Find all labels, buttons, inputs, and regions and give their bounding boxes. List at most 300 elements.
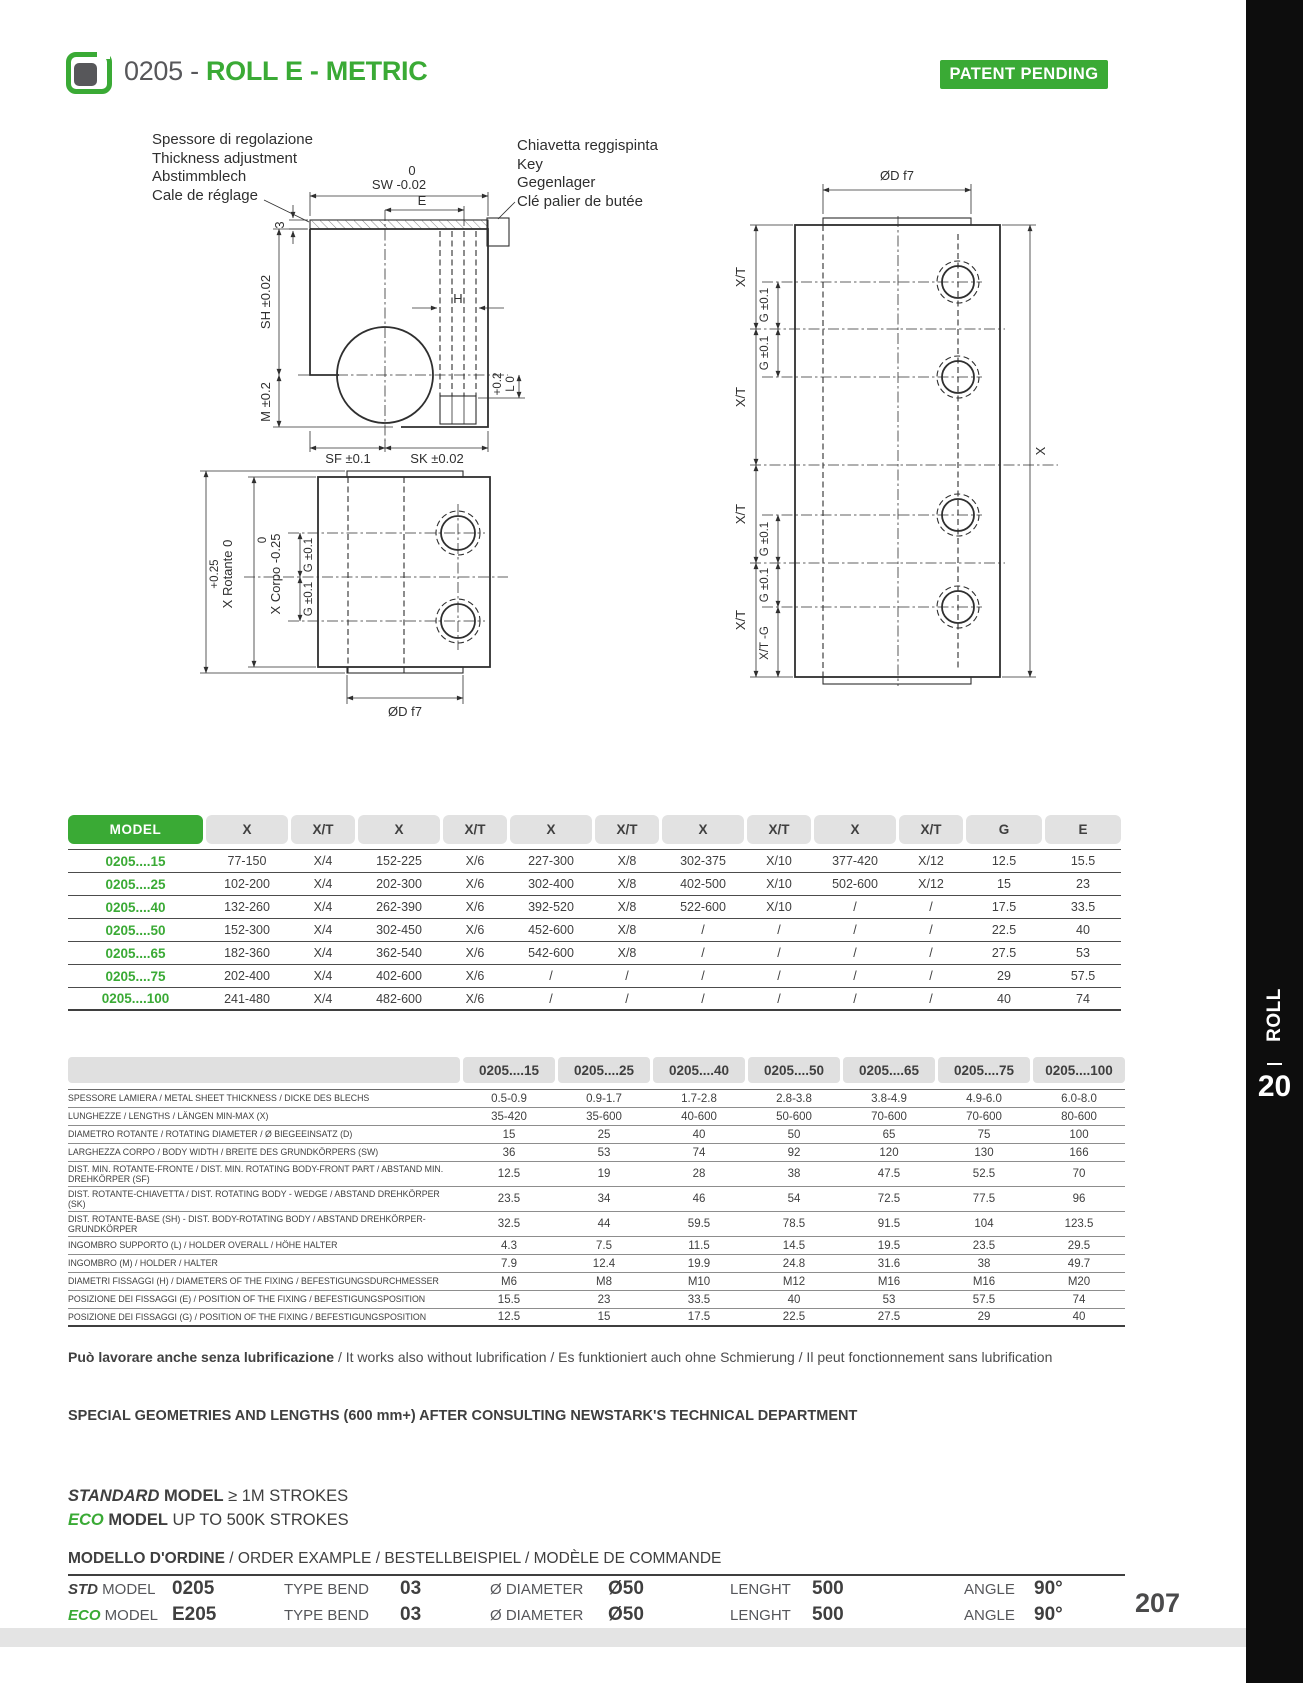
cell: 31.6	[877, 1257, 901, 1270]
cell: 0.5-0.9	[491, 1092, 527, 1105]
cell: 0.9-1.7	[586, 1092, 622, 1105]
cell: /	[929, 923, 933, 937]
model-table-body	[68, 849, 1121, 1011]
cell: 19.5	[877, 1239, 901, 1252]
table-row	[68, 942, 1121, 965]
std-prefix: STD	[68, 1580, 98, 1598]
cell: M16	[877, 1275, 901, 1288]
strokes-info	[68, 1484, 349, 1532]
row-label: DIST. ROTANTE-BASE (SH) - DIST. BODY-ROTATING BODY / ABSTAND DREHKÖRPER-GRUNDKÖRPER	[68, 1213, 426, 1234]
cell: X/10	[766, 854, 792, 868]
note-line: Key	[517, 155, 543, 173]
row-label: DIAMETRO ROTANTE / ROTATING DIAMETER / Ø BIEGEEINSATZ (D)	[68, 1129, 353, 1140]
dim-sw: SW -0.02	[371, 177, 427, 192]
table-row	[68, 1162, 1125, 1187]
note-line: Chiavetta reggispinta	[517, 137, 658, 154]
cell: 70	[1072, 1168, 1086, 1180]
cell: 40	[787, 1293, 801, 1306]
cell: X/6	[465, 854, 485, 868]
row-label: DIST. MIN. ROTANTE-FRONTE / DIST. MIN. ROTATING BODY-FRONT PART / ABSTAND MIN. DREHKÖRPER (SF)	[68, 1163, 444, 1184]
row-label: SPESSORE LAMIERA / METAL SHEET THICKNESS / DICKE DES BLECHS	[68, 1093, 370, 1104]
length-label: LENGHT	[730, 1606, 791, 1624]
cell: 7.9	[501, 1257, 517, 1270]
cell: 166	[1069, 1146, 1089, 1159]
cell: 120	[879, 1146, 899, 1159]
cell: /	[929, 946, 933, 960]
cell: 23.5	[497, 1193, 521, 1205]
cell: 132-260	[224, 900, 270, 914]
cell: X/6	[465, 900, 485, 914]
cell: 38	[787, 1168, 801, 1180]
header-cell: X/T	[899, 815, 963, 844]
cell: 227-300	[528, 854, 574, 868]
cell: 15.5	[497, 1293, 521, 1306]
cell: /	[929, 900, 933, 914]
cell: 22.5	[782, 1311, 806, 1323]
cell: X/4	[313, 969, 333, 983]
cell: X/6	[465, 946, 485, 960]
lubrication-note	[68, 1349, 1128, 1365]
cell: 302-375	[680, 854, 726, 868]
dim-h: H	[453, 291, 463, 306]
cell: 53	[1076, 946, 1090, 960]
row-label: POSIZIONE DEI FISSAGGI (E) / POSITION OF THE FIXING / BEFESTIGUNGSPOSITION	[68, 1294, 426, 1305]
cell: 54	[787, 1193, 801, 1205]
diameter-label: Ø DIAMETER	[490, 1580, 584, 1598]
eco-strokes: UP TO 500K STROKES	[167, 1511, 349, 1529]
cell: 40-600	[681, 1110, 717, 1123]
sidebar-section-number: 20	[1257, 1070, 1292, 1103]
type-bend-value: 03	[400, 1578, 422, 1599]
order-model-value: 0205	[172, 1578, 215, 1599]
cell: 11.5	[688, 1239, 710, 1252]
cell: 75	[977, 1128, 991, 1141]
table-row	[68, 896, 1121, 919]
order-example	[68, 1550, 1125, 1628]
cell: 49.7	[1067, 1257, 1091, 1270]
eco-model-line	[68, 1508, 349, 1532]
cell: X/10	[766, 900, 792, 914]
cell: /	[625, 969, 629, 983]
cell: 7.5	[596, 1239, 612, 1252]
dim-xrot-sup: +0.25	[209, 559, 221, 589]
dim-xt-g: X/T -G	[759, 626, 771, 660]
cell: 40	[1072, 1311, 1086, 1323]
cell: 202-400	[224, 969, 270, 983]
note-line: Gegenlager	[517, 174, 596, 191]
cell: 47.5	[877, 1168, 901, 1180]
cell: 542-600	[528, 946, 574, 960]
table-row	[68, 1273, 1125, 1291]
cell: X/4	[313, 923, 333, 937]
cell: 53	[597, 1146, 611, 1159]
cell: 152-300	[224, 923, 270, 937]
model-word: MODEL	[100, 1606, 159, 1624]
cell: 29.5	[1067, 1239, 1091, 1252]
footer-bar	[0, 1628, 1246, 1647]
table-row	[68, 988, 1121, 1011]
type-bend-label: TYPE BEND	[284, 1606, 370, 1624]
cell: 77.5	[972, 1193, 996, 1205]
cell: 23	[1076, 877, 1090, 891]
cell: 482-600	[376, 991, 422, 1006]
note-line: Abstimmblech	[152, 168, 247, 185]
dim-e: E	[417, 193, 427, 208]
cell: 23.5	[972, 1239, 996, 1252]
cell: M8	[596, 1275, 612, 1288]
standard-label: STANDARD	[68, 1487, 160, 1505]
cell: 36	[502, 1146, 516, 1159]
diameter-value: Ø50	[608, 1604, 644, 1625]
cell: 74	[1072, 1293, 1086, 1306]
angle-value: 90°	[1034, 1578, 1063, 1599]
cell: X/4	[313, 854, 333, 868]
cell: /	[777, 923, 781, 937]
cell: 12.5	[991, 854, 1017, 868]
angle-value: 90°	[1034, 1604, 1063, 1625]
note-line: Spessore di regolazione	[152, 131, 313, 148]
order-model-label	[68, 1607, 172, 1624]
dim-g: G ±0.1	[759, 567, 771, 603]
cell: 17.5	[991, 900, 1017, 914]
order-heading-rest: / ORDER EXAMPLE / BESTELLBEISPIEL / MODÈLE DE COMMANDE	[224, 1550, 722, 1567]
dim-g: G ±0.1	[759, 335, 771, 371]
cell: 27.5	[991, 946, 1017, 960]
cell: X/4	[313, 900, 333, 914]
cell: 34	[597, 1193, 611, 1205]
cell: 12.5	[497, 1168, 521, 1180]
dim-sw-sup: 0	[408, 163, 416, 178]
length-value: 500	[812, 1604, 844, 1625]
model-name: 0205....15	[105, 853, 166, 869]
header-cell-empty	[68, 1057, 460, 1083]
lubrication-note-rest: / It works also without lubrification / Es funktioniert auch ohne Schmierung / Il peut fonctionnement sans lubrification	[334, 1349, 1053, 1365]
cell: /	[701, 946, 705, 960]
cell: X/6	[465, 969, 485, 983]
header-cell: X	[662, 815, 744, 844]
header-cell: 0205....50	[748, 1057, 840, 1083]
side-view	[733, 168, 1058, 686]
model-name: 0205....65	[105, 945, 166, 961]
length-value: 500	[812, 1578, 844, 1599]
cell: 33.5	[1070, 900, 1096, 914]
section-sidebar	[1246, 0, 1303, 1683]
dim-g: G ±0.1	[303, 537, 315, 573]
table-row	[68, 1090, 1125, 1108]
header-cell: 0205....75	[938, 1057, 1030, 1083]
cell: 46	[692, 1193, 706, 1205]
table-row	[68, 1309, 1125, 1327]
cell: 452-600	[528, 923, 574, 937]
header-cell: 0205....25	[558, 1057, 650, 1083]
angle-label: ANGLE	[964, 1580, 1015, 1598]
cell: 12.4	[592, 1257, 616, 1270]
angle-label: ANGLE	[964, 1606, 1015, 1624]
cell: M12	[782, 1275, 806, 1288]
cell: M10	[687, 1275, 711, 1288]
dim-sk: SK ±0.02	[410, 451, 464, 466]
cell: 53	[882, 1293, 896, 1306]
table-row	[68, 1212, 1125, 1237]
cell: X/10	[766, 877, 792, 891]
header-cell: 0205....40	[653, 1057, 745, 1083]
cell: 32.5	[497, 1218, 521, 1230]
row-label: LUNGHEZZE / LENGTHS / LÄNGEN MIN-MAX (X)	[68, 1111, 269, 1122]
table-row	[68, 919, 1121, 942]
cell: /	[701, 923, 705, 937]
special-geometries-note: SPECIAL GEOMETRIES AND LENGTHS (600 mm+) AFTER CONSULTING NEWSTARK'S TECHNICAL DEPARTMENT	[68, 1408, 858, 1424]
model-word: MODEL	[159, 1487, 224, 1505]
cell: M6	[501, 1275, 517, 1288]
row-label: LARGHEZZA CORPO / BODY WIDTH / BREITE DES GRUNDKÖRPERS (SW)	[68, 1147, 379, 1158]
cell: /	[777, 969, 781, 983]
cell: /	[549, 991, 553, 1006]
header-cell: X/T	[291, 815, 355, 844]
model-name: 0205....40	[105, 899, 166, 915]
cell: 1.7-2.8	[681, 1092, 717, 1105]
cell: 27.5	[877, 1311, 901, 1323]
cell: X/4	[313, 991, 333, 1006]
dim-m: M ±0.2	[258, 382, 273, 422]
cell: 35-600	[586, 1110, 622, 1123]
cell: M16	[972, 1275, 996, 1288]
dim-3: 3	[272, 221, 287, 229]
cell: 57.5	[972, 1293, 996, 1306]
cell: 202-300	[376, 877, 422, 891]
order-heading	[68, 1550, 1125, 1576]
cell: 402-500	[680, 877, 726, 891]
order-model-label	[68, 1581, 172, 1598]
dim-l-sup: +0.2	[492, 372, 504, 396]
cell: 17.5	[687, 1311, 711, 1323]
table-row	[68, 1108, 1125, 1126]
cell: 74	[1076, 991, 1090, 1006]
row-label: INGOMBRO SUPPORTO (L) / HOLDER OVERALL / HÖHE HALTER	[68, 1240, 338, 1251]
cell: 302-450	[376, 923, 422, 937]
cell: 70-600	[871, 1110, 907, 1123]
model-word: MODEL	[103, 1511, 168, 1529]
cell: 40	[692, 1128, 706, 1141]
cell: 24.8	[782, 1257, 806, 1270]
cell: 74	[692, 1146, 706, 1159]
table-row	[68, 1291, 1125, 1309]
cell: 402-600	[376, 969, 422, 983]
cell: 102-200	[224, 877, 270, 891]
note-line: Thickness adjustment	[152, 149, 298, 167]
cell: /	[701, 969, 705, 983]
dim-xt: X/T	[733, 503, 748, 525]
table-row	[68, 965, 1121, 988]
cell: M20	[1067, 1275, 1091, 1288]
spec-table-header	[68, 1057, 1125, 1083]
cell: 362-540	[376, 946, 422, 960]
length-label: LENGHT	[730, 1580, 791, 1598]
model-dimension-table	[68, 815, 1121, 1011]
note-line: Clé palier de butée	[517, 192, 643, 210]
header-cell: X	[358, 815, 440, 844]
cell: 15.5	[1070, 854, 1096, 868]
cell: 78.5	[782, 1218, 806, 1230]
product-name: ROLL E - METRIC	[205, 56, 428, 86]
cell: 92	[787, 1146, 801, 1159]
cell: /	[625, 991, 629, 1006]
sidebar-category	[1246, 975, 1303, 1055]
order-row-eco	[68, 1602, 1125, 1628]
header-cell: X	[206, 815, 288, 844]
cell: 28	[692, 1168, 706, 1180]
table-row	[68, 1187, 1125, 1212]
specification-table	[68, 1057, 1125, 1327]
cell: 65	[882, 1128, 896, 1141]
cell: 241-480	[224, 991, 270, 1006]
order-heading-bold: MODELLO D'ORDINE	[68, 1550, 225, 1567]
diameter-value: Ø50	[608, 1578, 644, 1599]
cell: 38	[977, 1257, 991, 1270]
patent-pending-badge: PATENT PENDING	[940, 60, 1108, 89]
cell: X/4	[313, 877, 333, 891]
type-bend-value: 03	[400, 1604, 422, 1625]
sidebar-category-label: ROLL	[1263, 988, 1285, 1042]
cell: 29	[977, 1311, 991, 1323]
cell: X/4	[313, 946, 333, 960]
cell: 40	[1076, 923, 1090, 937]
cell: /	[777, 946, 781, 960]
standard-model-line	[68, 1484, 349, 1508]
cell: 152-225	[376, 854, 422, 868]
header-cell: 0205....15	[463, 1057, 555, 1083]
dim-sh: SH ±0.02	[258, 274, 273, 330]
cell: X/8	[617, 854, 637, 868]
cell: 377-420	[832, 854, 878, 868]
table-row	[68, 873, 1121, 896]
model-name: 0205....75	[105, 968, 166, 984]
cell: 130	[974, 1146, 994, 1159]
cell: X/8	[617, 900, 637, 914]
logo-notch	[97, 50, 110, 59]
row-label: DIAMETRI FISSAGGI (H) / DIAMETERS OF THE FIXING / BEFESTIGUNGSDURCHMESSER	[68, 1276, 439, 1287]
cell: /	[853, 900, 857, 914]
cell: /	[701, 991, 705, 1006]
dim-g: G ±0.1	[303, 581, 315, 617]
header-cell: X/T	[595, 815, 659, 844]
cell: /	[853, 991, 857, 1006]
cell: X/8	[617, 923, 637, 937]
table-row	[68, 1255, 1125, 1273]
cell: 50	[787, 1128, 801, 1141]
cell: 19	[597, 1168, 611, 1180]
cell: 4.9-6.0	[966, 1092, 1002, 1105]
header-cell: 0205....100	[1033, 1057, 1125, 1083]
front-view	[258, 163, 525, 466]
row-label: POSIZIONE DEI FISSAGGI (G) / POSITION OF THE FIXING / BEFESTIGUNGSPOSITION	[68, 1311, 427, 1322]
diameter-label: Ø DIAMETER	[490, 1606, 584, 1624]
model-name: 0205....25	[105, 876, 166, 892]
dim-l: L 0	[505, 376, 517, 392]
lubrication-note-bold: Può lavorare anche senza lubrificazione	[68, 1349, 335, 1365]
cell: 29	[997, 969, 1011, 983]
header-cell: X	[814, 815, 896, 844]
cell: 70-600	[966, 1110, 1002, 1123]
brand-logo	[66, 52, 112, 94]
cell: 72.5	[877, 1193, 901, 1205]
cell: 123.5	[1064, 1218, 1094, 1230]
row-label: INGOMBRO (M) / HOLDER / HALTER	[68, 1258, 218, 1269]
cell: /	[853, 923, 857, 937]
standard-strokes: ≥ 1M STROKES	[223, 1487, 349, 1505]
cell: 35-420	[491, 1110, 527, 1123]
cell: X/6	[465, 991, 485, 1006]
header-cell: X/T	[443, 815, 507, 844]
spec-table-body	[68, 1089, 1125, 1327]
model-name: 0205....100	[101, 991, 170, 1006]
cell: X/8	[617, 877, 637, 891]
model-table-header	[68, 815, 1121, 844]
header-cell: G	[966, 815, 1042, 844]
dim-xt: X/T	[733, 609, 748, 631]
technical-drawing	[60, 122, 1140, 752]
dim-x: X	[1033, 446, 1048, 456]
cell: X/6	[465, 923, 485, 937]
product-code: 0205 -	[124, 56, 206, 86]
cell: 52.5	[972, 1168, 996, 1180]
cell: X/6	[465, 877, 485, 891]
dim-xcorpo-sup: 0	[257, 536, 269, 544]
cell: X/12	[918, 854, 944, 868]
cell: 100	[1069, 1128, 1089, 1141]
order-row-std	[68, 1576, 1125, 1602]
page-title	[124, 56, 427, 87]
header-cell: E	[1045, 815, 1121, 844]
dim-xcorpo: X Corpo -0.25	[268, 533, 283, 615]
cell: 59.5	[687, 1218, 711, 1230]
cell: /	[929, 969, 933, 983]
cell: 262-390	[376, 900, 422, 914]
cell: 33.5	[687, 1293, 711, 1306]
cell: 182-360	[224, 946, 270, 960]
cell: 22.5	[991, 923, 1017, 937]
dim-xrot: X Rotante 0	[220, 539, 235, 609]
model-word: MODEL	[98, 1580, 156, 1598]
logo-core-icon	[74, 63, 97, 86]
cell: 91.5	[877, 1218, 901, 1230]
cell: 23	[597, 1293, 611, 1306]
cell: 502-600	[832, 877, 878, 891]
cell: 77-150	[227, 854, 267, 868]
dim-g: G ±0.1	[759, 521, 771, 557]
sidebar-separator	[1267, 1063, 1282, 1065]
dim-od: ØD f7	[388, 704, 422, 719]
table-row	[68, 1126, 1125, 1144]
cell: 80-600	[1061, 1110, 1097, 1123]
cell: 50-600	[776, 1110, 812, 1123]
header-cell: X/T	[747, 815, 811, 844]
order-model-value: E205	[172, 1604, 217, 1625]
row-label: DIST. ROTANTE-CHIAVETTA / DIST. ROTATING BODY - WEDGE / ABSTAND DREHKÖRPER (SK)	[68, 1188, 440, 1209]
eco-prefix: ECO	[68, 1606, 101, 1624]
cell: 15	[997, 877, 1011, 891]
cell: 302-400	[528, 877, 574, 891]
cell: 4.3	[501, 1239, 517, 1252]
cell: 14.5	[782, 1239, 806, 1252]
dim-g: G ±0.1	[759, 287, 771, 323]
cell: 15	[597, 1311, 611, 1323]
table-row	[68, 1237, 1125, 1255]
cell: 12.5	[497, 1311, 521, 1323]
type-bend-label: TYPE BEND	[284, 1580, 370, 1598]
cell: /	[929, 991, 933, 1006]
cell: X/8	[617, 946, 637, 960]
dim-xt: X/T	[733, 386, 748, 408]
